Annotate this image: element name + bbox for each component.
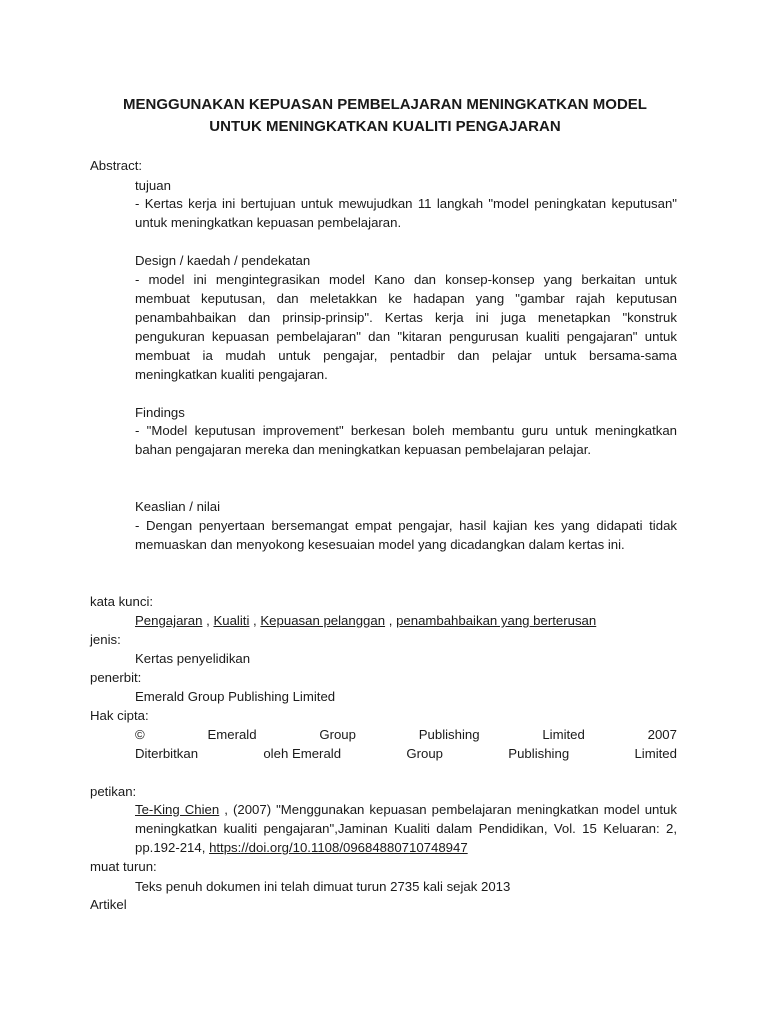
copyright-line-2 [135,744,677,763]
keyword-link[interactable]: Kualiti [213,613,250,628]
copyright-word: Emerald [207,727,257,742]
keyword-separator: , [202,613,214,628]
design-text: - model ini mengintegrasikan model Kano dan konsep-konsep yang berkaitan untuk membuat keputusan, dan meletakkan ke hadapan yang "gambar rajah keputusan penambahbaikan dan prinsip-prinsip". Kertas kerja ini juga menetapkan "konstruk pengukuran kepuasan pembelajaran" dan "kitaran pengurusan kualiti pengajaran" untuk membuat ia mudah untuk pengajar, pentadbir dan pelajar untuk bersama-sama meningkatkan kualiti pengajaran. [135,272,677,382]
purpose-label: tujuan [135,178,171,193]
copyright-word: oleh Emerald [263,746,342,761]
author-link[interactable]: Te-King Chien [135,802,220,817]
purpose-text: - Kertas kerja ini bertujuan untuk mewujudkan 11 langkah "model peningkatan keputusan" untuk meningkatkan kepuasan pembelajaran. [135,196,677,230]
type-label: jenis: [90,632,121,647]
originality-text: - Dengan penyertaan bersemangat empat pengajar, hasil kajian kes yang didapati tidak memuaskan dan menyokong kesesuaian model yang dicadangkan dalam kertas ini. [135,518,677,552]
citation-label: petikan: [90,784,137,799]
findings-label: Findings [135,405,185,420]
copyright-word: Publishing [418,727,480,742]
keyword-link[interactable]: Kepuasan pelanggan [260,613,386,628]
type-value: Kertas penyelidikan [135,651,251,666]
copyright-word: Group [406,746,443,761]
keywords-label: kata kunci: [90,594,154,609]
document-title [90,94,680,138]
findings-text: - "Model keputusan improvement" berkesan boleh membantu guru untuk meningkatkan bahan pengajaran mereka dan meningkatkan kepuasan pembelajaran pelajar. [135,423,677,457]
abstract-heading: Abstract: [90,158,143,173]
copyright-word: 2007 [647,727,677,742]
copyright-word: © [135,727,145,742]
title-line-1: MENGGUNAKAN KEPUASAN PEMBELAJARAN MENINGKATKAN MODEL [123,96,647,113]
copyright-word: Limited [634,746,677,761]
copyright-word: Diterbitkan [135,746,199,761]
keyword-separator: , [385,613,397,628]
keyword-link[interactable]: Pengajaran [135,613,203,628]
citation-text [135,800,677,857]
keyword-separator: , [249,613,261,628]
copyright-label: Hak cipta: [90,708,149,723]
downloads-label: muat turun: [90,859,157,874]
copyright-line-1 [135,725,677,744]
keyword-link[interactable]: penambahbaikan yang berterusan [396,613,597,628]
citation-body: , (2007) "Menggunakan kepuasan pembelajaran meningkatkan model untuk meningkatkan kualiti pengajaran",Jaminan Kualiti dalam Pendidikan, Vol. 15 Keluaran: 2, pp.192-214, [135,802,677,855]
publisher-value: Emerald Group Publishing Limited [135,689,336,704]
design-label: Design / kaedah / pendekatan [135,253,311,268]
copyright-word: Limited [542,727,585,742]
downloads-value: Teks penuh dokumen ini telah dimuat turun 2735 kali sejak 2013 [135,879,511,894]
keywords-list [135,611,677,630]
doi-link[interactable]: https://doi.org/10.1108/09684880710748947 [209,840,468,855]
copyright-word: Publishing [508,746,570,761]
publisher-label: penerbit: [90,670,142,685]
footer-label: Artikel [90,897,127,912]
copyright-word: Group [319,727,356,742]
title-line-2: UNTUK MENINGKATKAN KUALITI PENGAJARAN [209,118,561,135]
originality-label: Keaslian / nilai [135,499,221,514]
